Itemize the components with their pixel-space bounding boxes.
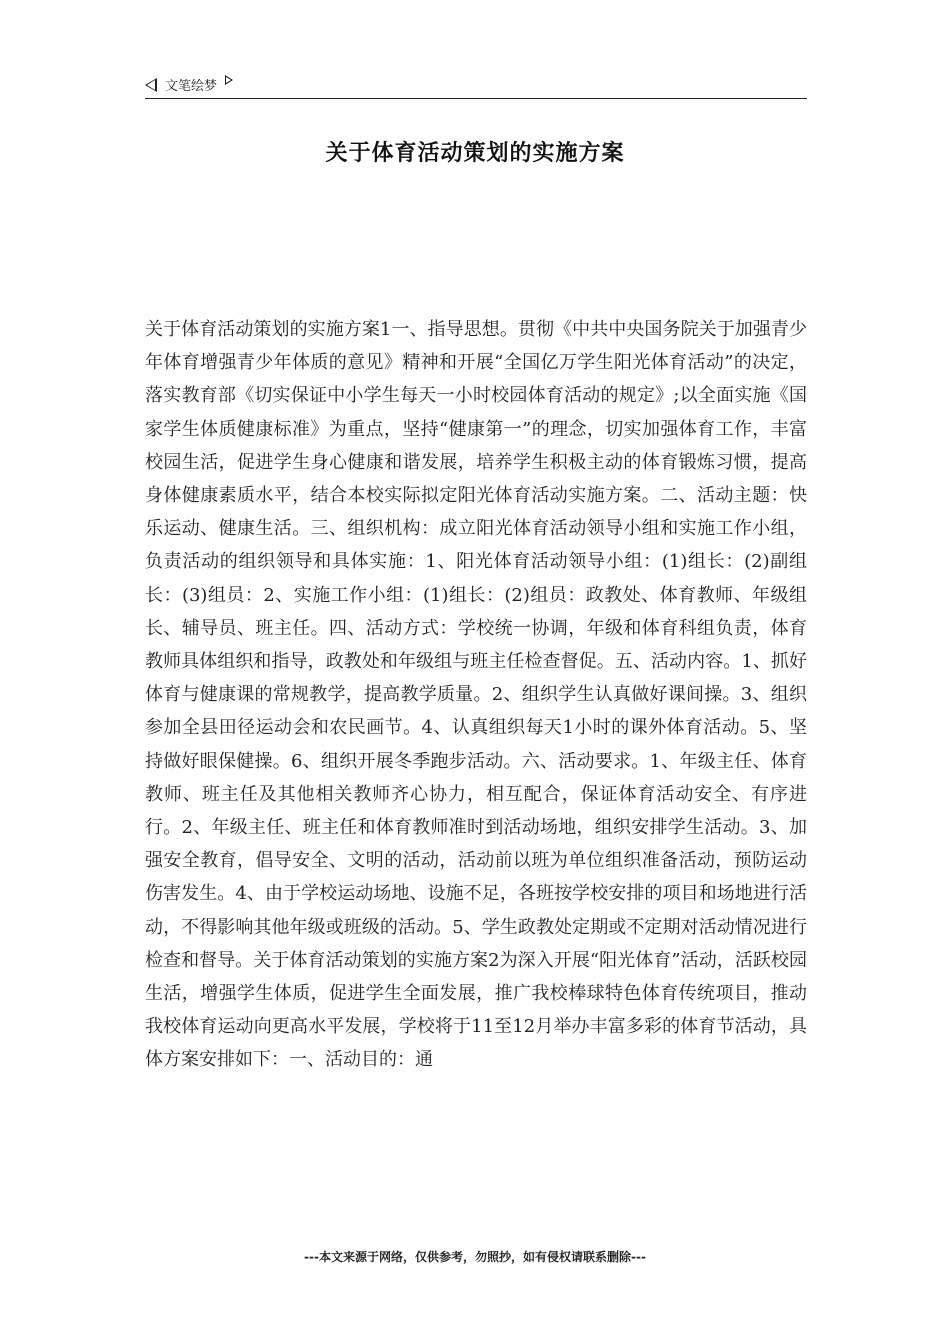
document-body: 关于体育活动策划的实施方案1一、指导思想。贯彻《中共中央国务院关于加强青少年体育增强青少年体质的意见》精神和开展“全国亿万学生阳光体育活动”的决定，落实教育部《切实保证中小学生每天一小时校园体育活动的规定》;以全面实施《国家学生体质健康标准》为重点，坚持“健康第一”的理念，切实加强体育工作，丰富校园生活，促进学生身心健康和谐发展，培养学生积极主动的体育锻炼习惯，提高身体健康素质水平，结合本校实际拟定阳光体育活动实施方案。二、活动主题：快乐运动、健康生活。三、组织机构：成立阳光体育活动领导小组和实施工作小组，负责活动的组织领导和具体实施：1、阳光体育活动领导小组：(1)组长：(2)副组长：(3)组员：2、实施工作小组：(1)组长：(2)组员：政教处、体育教师、年级组长、辅导员、班主任。四、活动方式：学校统一协调，年级和体育科组负责，体育教师具体组织和指导，政教处和年级组与班主任检查督促。五、活动内容。1、抓好体育与健康课的常规教学，提高教学质量。2、组织学生认真做好课间操。3、组织参加全县田径运动会和农民画节。4、认真组织每天1小时的课外体育活动。5、坚持做好眼保健操。6、组织开展冬季跑步活动。六、活动要求。1、年级主任、体育教师、班主任及其他相关教师齐心协力，相互配合，保证体育活动安全、有序进行。2、年级主任、班主任和体育教师准时到活动场地，组织安排学生活动。3、加强安全教育，倡导安全、文明的活动，活动前以班为单位组织准备活动，预防运动伤害发生。4、由于学校运动场地、设施不足，各班按学校安排的项目和场地进行活动，不得影响其他年级或班级的活动。5、学生政教处定期或不定期对活动情况进行检查和督导。关于体育活动策划的实施方案2为深入开展“阳光体育”活动，活跃校园生活，增强学生体质，促进学生全面发展，推广我校棒球特色体育传统项目，推动我校体育运动向更高水平发展，学校将于11至12月举办丰富多彩的体育节活动，具体方案安排如下：一、活动目的：通	[145, 319, 807, 1071]
right-triangle-icon	[225, 75, 233, 85]
header-label: 文笔绘梦	[165, 78, 218, 94]
left-triangle-icon	[145, 78, 157, 92]
document-title: 关于体育活动策划的实施方案	[325, 141, 625, 166]
footer-notice: ---本文来源于网络，仅供参考，勿照抄，如有侵权请联系删除---	[304, 1250, 646, 1264]
page-header	[145, 72, 807, 99]
